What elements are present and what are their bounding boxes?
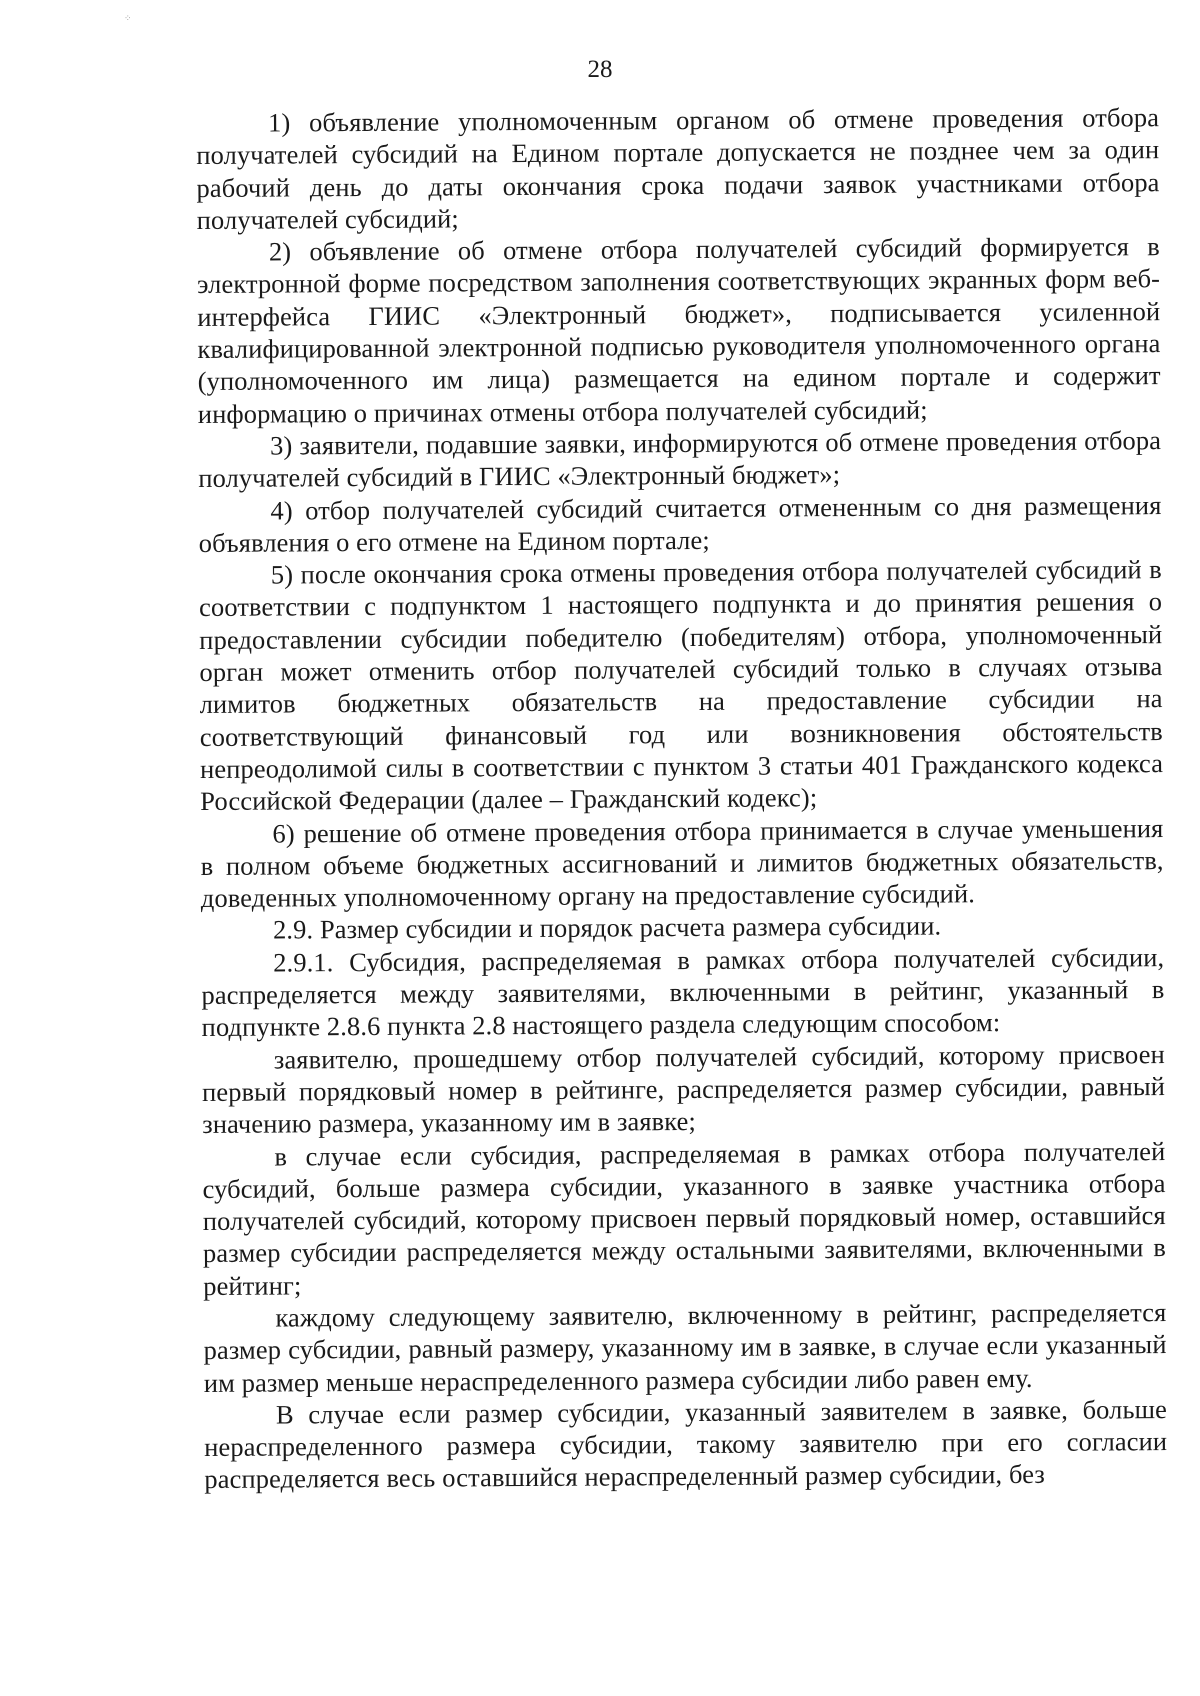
paragraph-remaining-subsidy: в случае если субсидия, распределяемая в рамках отбора получателей субсидий, больше размера субсидии, указанного в заявке участника отбора получателей субсидий, которому присвоен первый порядковый номер, оставшийся размер субсидии распределяется между остальными заявителями, включенными в рейтинг; <box>202 1135 1167 1301</box>
section-heading-2-9: 2.9. Размер субсидии и порядок расчета размера субсидии. <box>272 910 942 945</box>
paragraph-undistributed-subsidy: В случае если размер субсидии, указанный заявителем в заявке, больше нераспределенного размера субсидии, такому заявителю при его согласии распределяется весь оставшийся нераспределенный размер субсидии, без <box>204 1393 1168 1495</box>
paragraph-item-4: 4) отбор получателей субсидий считается отмененным со дня размещения объявления о его отмене на Едином портале; <box>198 489 1162 558</box>
paragraph-first-applicant: заявителю, прошедшему отбор получателей субсидий, которому присвоен первый порядковый номер в рейтинге, распределяется размер субсидии, равный значению размера, указанному им в заявке; <box>201 1038 1166 1140</box>
paragraph-item-6: 6) решение об отмене проведения отбора принимается в случае уменьшения в полном объеме бюджетных ассигнований и лимитов бюджетных обязательств, доведенных уполномоченному органу на предоставление субсидий. <box>200 812 1164 914</box>
paragraph-item-1: 1) объявление уполномоченным органом об отмене проведения отбора получателей субсидий на Едином портале допускается не позднее чем за один рабочий день до даты окончания срока подачи заявок участниками отбора получателей субсидий; <box>196 102 1160 235</box>
page-number: 28 <box>587 56 613 83</box>
paragraph-item-2: 2) объявление об отмене отбора получателей субсидий формируется в электронной форме посредством заполнения соответствующих экранных форм веб-интерфейса ГИИС «Электронный бюджет», подписывается усиленной квалифицированной электронной подписью руководителя уполномоченного органа (уполномоченного им лица) размещается на едином портале и содержит информацию о причинах отмены отбора получателей субсидий; <box>196 231 1161 429</box>
paragraph-next-applicant: каждому следующему заявителю, включенному в рейтинг, распределяется размер субсидии, равный размеру, указанному им в заявке, в случае если указанный им размер меньше нераспределенного размера субсидии либо равен ему. <box>203 1297 1167 1398</box>
document-body <box>196 101 1167 1496</box>
paragraph-2-9-1: 2.9.1. Субсидия, распределяемая в рамках отбора получателей субсидии, распределяется между заявителями, включенными в рейтинг, указанный в подпункте 2.8.6 пункта 2.8 настоящего раздела следующим способом: <box>201 941 1165 1043</box>
paragraph-item-5: 5) после окончания срока отмены проведения отбора получателей субсидий в соответствии с подпунктом 1 настоящего подпункта и до принятия решения о предоставлении субсидии победителю (победителям) отбора, уполномоченный орган может отменить отбор получателей субсидий только в случаях отзыва лимитов бюджетных обязательств на предоставление субсидии на соответствующий финансовый год или возникновения обстоятельств непреодолимой силы в соответствии с пунктом 3 статьи 401 Гражданского кодекса Российской Федерации (далее – Гражданский кодекс); <box>198 554 1164 817</box>
paragraph-item-3: 3) заявители, подавшие заявки, информируются об отмене проведения отбора получателей субсидий в ГИИС «Электронный бюджет»; <box>198 425 1162 494</box>
scan-artifact: ⁘ <box>124 13 132 23</box>
